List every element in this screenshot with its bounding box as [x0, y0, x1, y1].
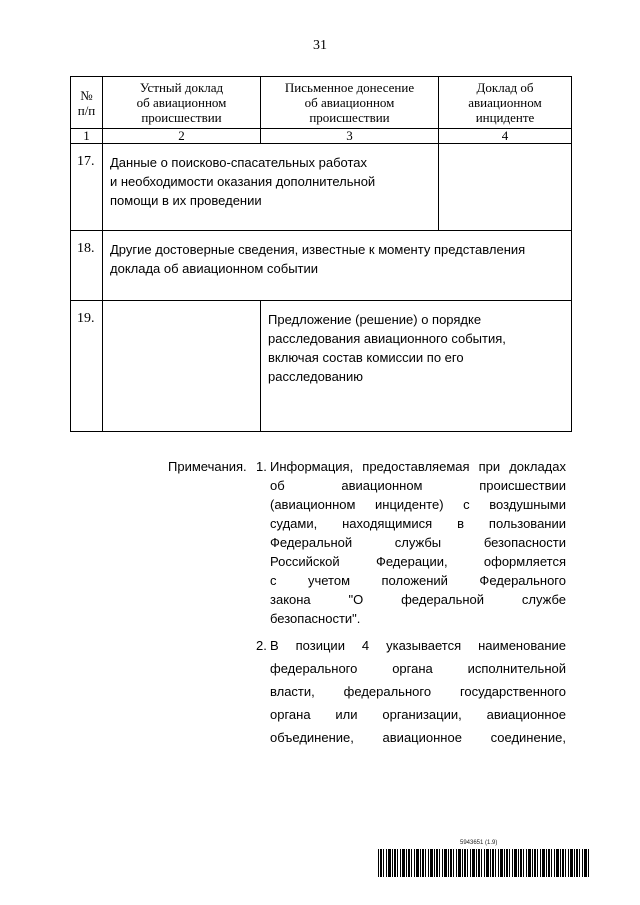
- note-item-2: [256, 634, 566, 749]
- row-17-line: помощи в их проведении: [110, 193, 262, 208]
- column-number-2: 2: [103, 129, 261, 144]
- column-number-4: 4: [439, 129, 572, 144]
- row-18-text: [103, 231, 572, 301]
- table-row-18: [71, 231, 572, 301]
- note-2-line: В позиции 4 указывается наименование: [270, 638, 566, 653]
- row-17-text: [103, 144, 439, 231]
- report-table: [70, 76, 572, 432]
- row-18-line: доклада об авиационном событии: [110, 261, 319, 276]
- note-1-line: судами, находящимися в пользовании: [270, 516, 566, 531]
- row-19-text: [261, 301, 572, 432]
- row-19-line: расследованию: [268, 369, 363, 384]
- note-2-line: органа или организации, авиационное: [270, 707, 566, 722]
- note-1-line: с учетом положений Федерального: [270, 573, 566, 588]
- note-2-line: объединение, авиационное соединение,: [270, 730, 566, 745]
- column-number-1: 1: [71, 129, 103, 144]
- table-row-17: [71, 144, 572, 231]
- note-1-line: безопасности".: [270, 611, 361, 626]
- table-row-19: [71, 301, 572, 432]
- note-number: 2.: [256, 638, 267, 653]
- note-item-1: [256, 457, 566, 628]
- row-19-oral-cell: [103, 301, 261, 432]
- notes-label: Примечания.: [168, 459, 247, 474]
- row-19-line: Предложение (решение) о порядке: [268, 312, 482, 327]
- row-17-incident-cell: [439, 144, 572, 231]
- row-19-line: расследования авиационного события,: [268, 331, 506, 346]
- note-number: 1.: [256, 459, 267, 474]
- row-number: 17.: [71, 144, 103, 231]
- row-18-line: Другие достоверные сведения, известные к моменту представления: [110, 242, 526, 257]
- row-17-line: Данные о поисково-спасательных работах: [110, 155, 368, 170]
- note-1-line: закона "О федеральной службе: [270, 592, 566, 607]
- header-col-written-report: Письменное донесение об авиационном происшествии: [261, 77, 439, 129]
- note-2-line: власти, федерального государственного: [270, 684, 566, 699]
- header-col-incident-report: Доклад об авиационном инциденте: [439, 77, 572, 129]
- barcode-caption: 5943651 (1.9): [460, 840, 498, 846]
- note-2-line: федерального органа исполнительной: [270, 661, 566, 676]
- table-header-row: [71, 77, 572, 129]
- row-19-line: включая состав комиссии по его: [268, 350, 464, 365]
- note-1-line: Российской Федерации, оформляется: [270, 554, 566, 569]
- row-number: 19.: [71, 301, 103, 432]
- note-1-line: (авиационном инциденте) с воздушными: [270, 497, 566, 512]
- note-1-line: об авиационном происшествии: [270, 478, 566, 493]
- column-number-row: [71, 129, 572, 144]
- header-col-oral-report: Устный доклад об авиационном происшествии: [103, 77, 261, 129]
- row-17-line: и необходимости оказания дополнительной: [110, 174, 376, 189]
- note-1-line: Информация, предоставляемая при докладах: [270, 459, 566, 474]
- header-col-number: № п/п: [71, 77, 103, 129]
- page-number: 31: [313, 38, 327, 53]
- column-number-3: 3: [261, 129, 439, 144]
- barcode-image: [378, 849, 590, 877]
- row-number: 18.: [71, 231, 103, 301]
- note-1-line: Федеральной службы безопасности: [270, 535, 566, 550]
